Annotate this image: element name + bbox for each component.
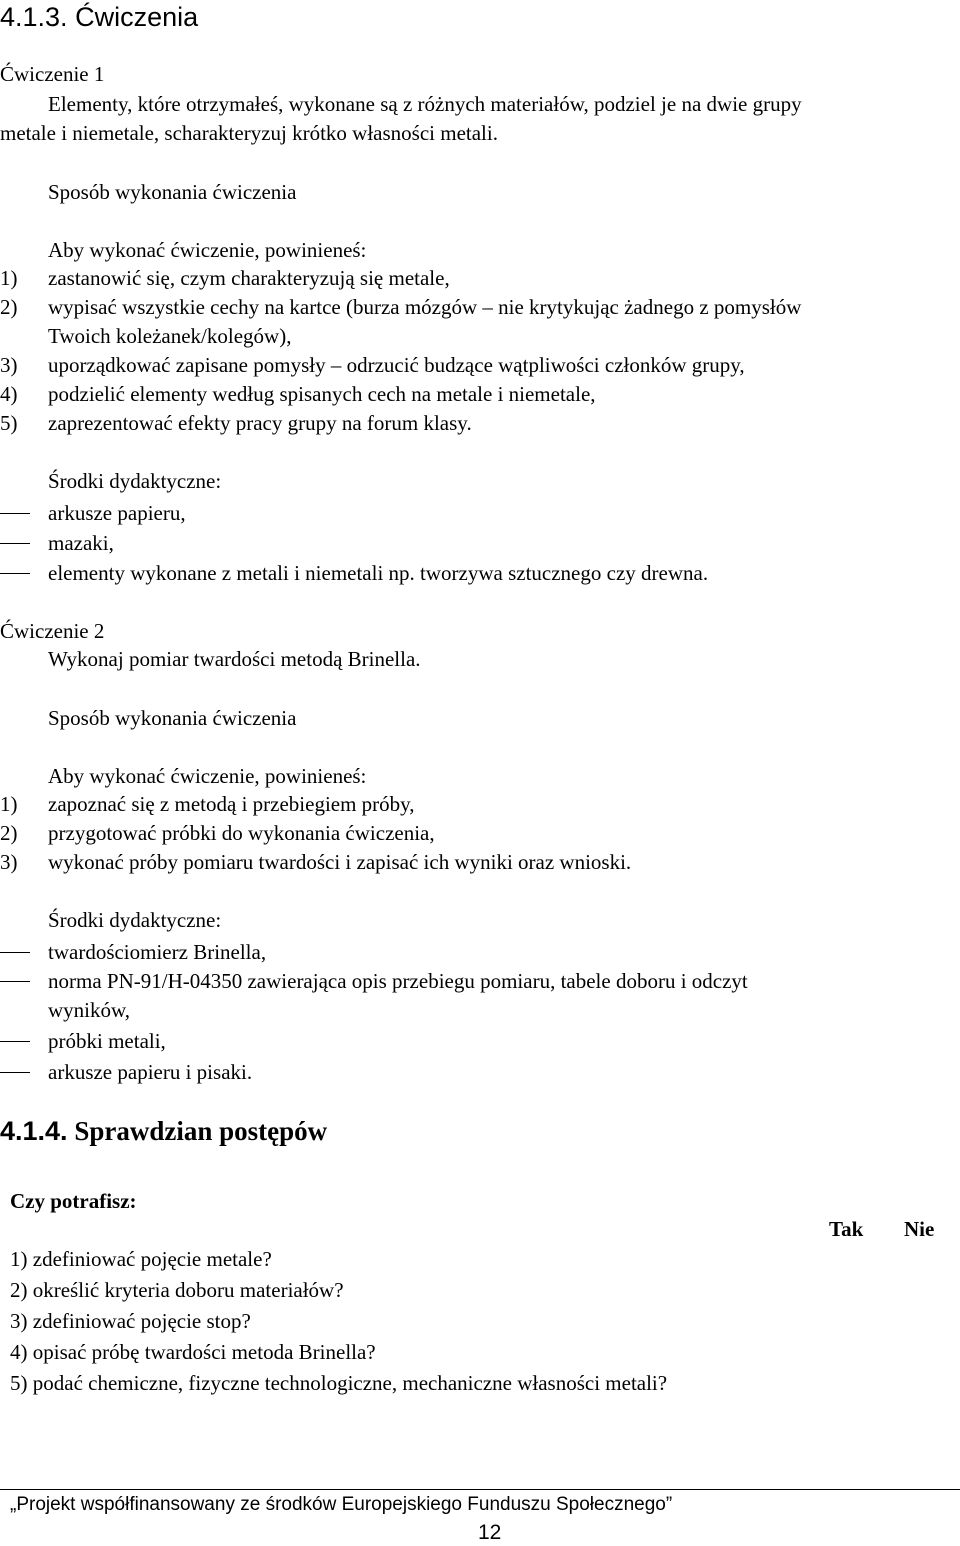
exercise-2-intro: Aby wykonać ćwiczenie, powinieneś: [48,764,367,788]
section-number: 4.1.3. [0,2,68,32]
dash-bullet [0,543,30,544]
section-title: Sprawdzian postępów [74,1116,328,1146]
dash-bullet [0,952,30,953]
exercise-1-task-line1: Elementy, które otrzymałeś, wykonane są z różnych materiałów, podziel je na dwie grupy [48,92,802,116]
question-item: 2) określić kryteria doboru materiałów? [10,1278,344,1302]
exercise-1-means-heading: Środki dydaktyczne: [48,469,222,493]
question-item: 4) opisać próbę twardości metoda Brinella? [10,1340,376,1364]
question-item: 1) zdefiniować pojęcie metale? [10,1247,272,1271]
section-414-heading [0,1116,327,1147]
exercise-1-task-line2: metale i niemetale, scharakteryzuj krótko własności metali. [0,121,498,145]
dash-bullet [0,1072,30,1073]
question-item: 3) zdefiniować pojęcie stop? [10,1309,251,1333]
exercise-1-title: Ćwiczenie 1 [0,62,105,86]
section-title: Ćwiczenia [75,2,199,32]
exercise-2-task: Wykonaj pomiar twardości metodą Brinella. [48,647,421,671]
page-number: 12 [478,1521,502,1544]
dash-bullet [0,1041,30,1042]
exercise-1-intro: Aby wykonać ćwiczenie, powinieneś: [48,238,367,262]
dash-bullet [0,573,30,574]
column-header-yes: Tak [829,1217,864,1241]
exercise-2-method-heading: Sposób wykonania ćwiczenia [48,706,297,730]
footer-divider [0,1489,960,1490]
exercise-2-title: Ćwiczenie 2 [0,619,105,643]
section-413-heading [0,2,198,33]
exercise-2-means-heading: Środki dydaktyczne: [48,908,222,932]
dash-bullet [0,513,30,514]
section-number: 4.1.4. [0,1116,68,1146]
column-header-no: Nie [904,1217,935,1241]
check-heading: Czy potrafisz: [10,1189,137,1213]
question-item: 5) podać chemiczne, fizyczne technologiczne, mechaniczne własności metali? [10,1371,668,1395]
list-item-continuation: wyników, [48,998,131,1022]
exercise-1-method-heading: Sposób wykonania ćwiczenia [48,180,297,204]
footer-text: „Projekt współfinansowany ze środków Europejskiego Funduszu Społecznego” [10,1494,673,1515]
dash-bullet [0,981,30,982]
